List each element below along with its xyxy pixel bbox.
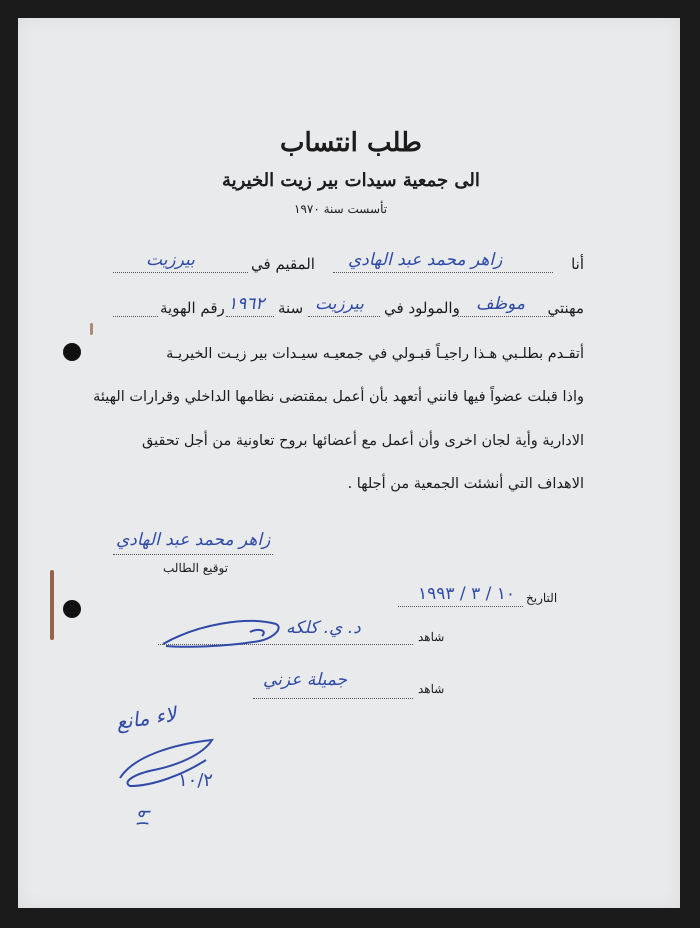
annotation-number: ١٠/٢ <box>178 770 214 791</box>
body-line-1: أتقـدم بطلـبي هـذا راجيـاً قبـولي في جمعيـه سيـدات بير زيـت الخيريـة <box>166 346 584 362</box>
name-line <box>333 272 553 273</box>
document-page <box>18 18 680 908</box>
year-value: ١٩٦٢ <box>228 294 265 314</box>
born-label: والمولود في <box>384 299 460 317</box>
witness-2-line <box>253 698 413 699</box>
body-line-4: الاهداف التي أنشئت الجمعية من أجلها . <box>347 476 584 492</box>
residence-line <box>113 272 248 273</box>
born-value: بيرزيت <box>315 294 364 314</box>
year-line <box>226 316 274 317</box>
witness-2-name: جميلة عزني <box>263 670 348 690</box>
profession-value: موظف <box>476 294 526 314</box>
witness-1-name: د. ي. كلكه <box>286 618 361 638</box>
witness-1-label: شاهد <box>418 630 445 644</box>
rust-stain <box>50 570 54 640</box>
rust-mark <box>90 323 93 335</box>
punch-hole-bottom <box>63 600 81 618</box>
body-line-3: الادارية وأية لجان اخرى وأن أعمل مع أعضائها بروح تعاونية من أجل تحقيق <box>142 433 584 449</box>
born-line <box>308 316 380 317</box>
year-label: سنة <box>278 299 304 317</box>
profession-label: مهنتي <box>547 299 584 317</box>
profession-line <box>458 316 553 317</box>
date-value: ١٠ / ٣ / ١٩٩٣ <box>418 584 516 604</box>
body-line-2: واذا قبلت عضواً فيها فانني أتعهد بأن أعمل بمقتضى نظامها الداخلي وقرارات الهيئة <box>93 389 584 405</box>
annotation-text: لاء مانع <box>114 701 178 735</box>
association-name: الى جمعية سيدات بير زيت الخيرية <box>222 170 480 191</box>
id-label: رقم الهوية <box>160 299 225 317</box>
punch-hole-top <box>63 343 81 361</box>
name-value: زاهر محمد عبد الهادي <box>348 250 503 270</box>
witness-1-signature <box>158 614 288 654</box>
signature-line <box>113 554 273 555</box>
residence-value: بيرزيت <box>146 250 195 270</box>
signature-label: توقيع الطالب <box>163 561 229 575</box>
witness-2-label: شاهد <box>418 682 445 696</box>
date-line <box>398 606 523 607</box>
annotation-initials: ١٩ <box>131 807 156 830</box>
residence-label: المقيم في <box>251 255 315 273</box>
id-line <box>113 316 158 317</box>
founded-year: تأسست سنة ١٩٧٠ <box>294 202 388 216</box>
applicant-signature: زاهر محمد عبد الهادي <box>116 530 271 550</box>
name-label: أنا <box>571 255 584 273</box>
date-label: التاريخ <box>526 591 558 605</box>
form-title: طلب انتساب <box>280 128 422 158</box>
